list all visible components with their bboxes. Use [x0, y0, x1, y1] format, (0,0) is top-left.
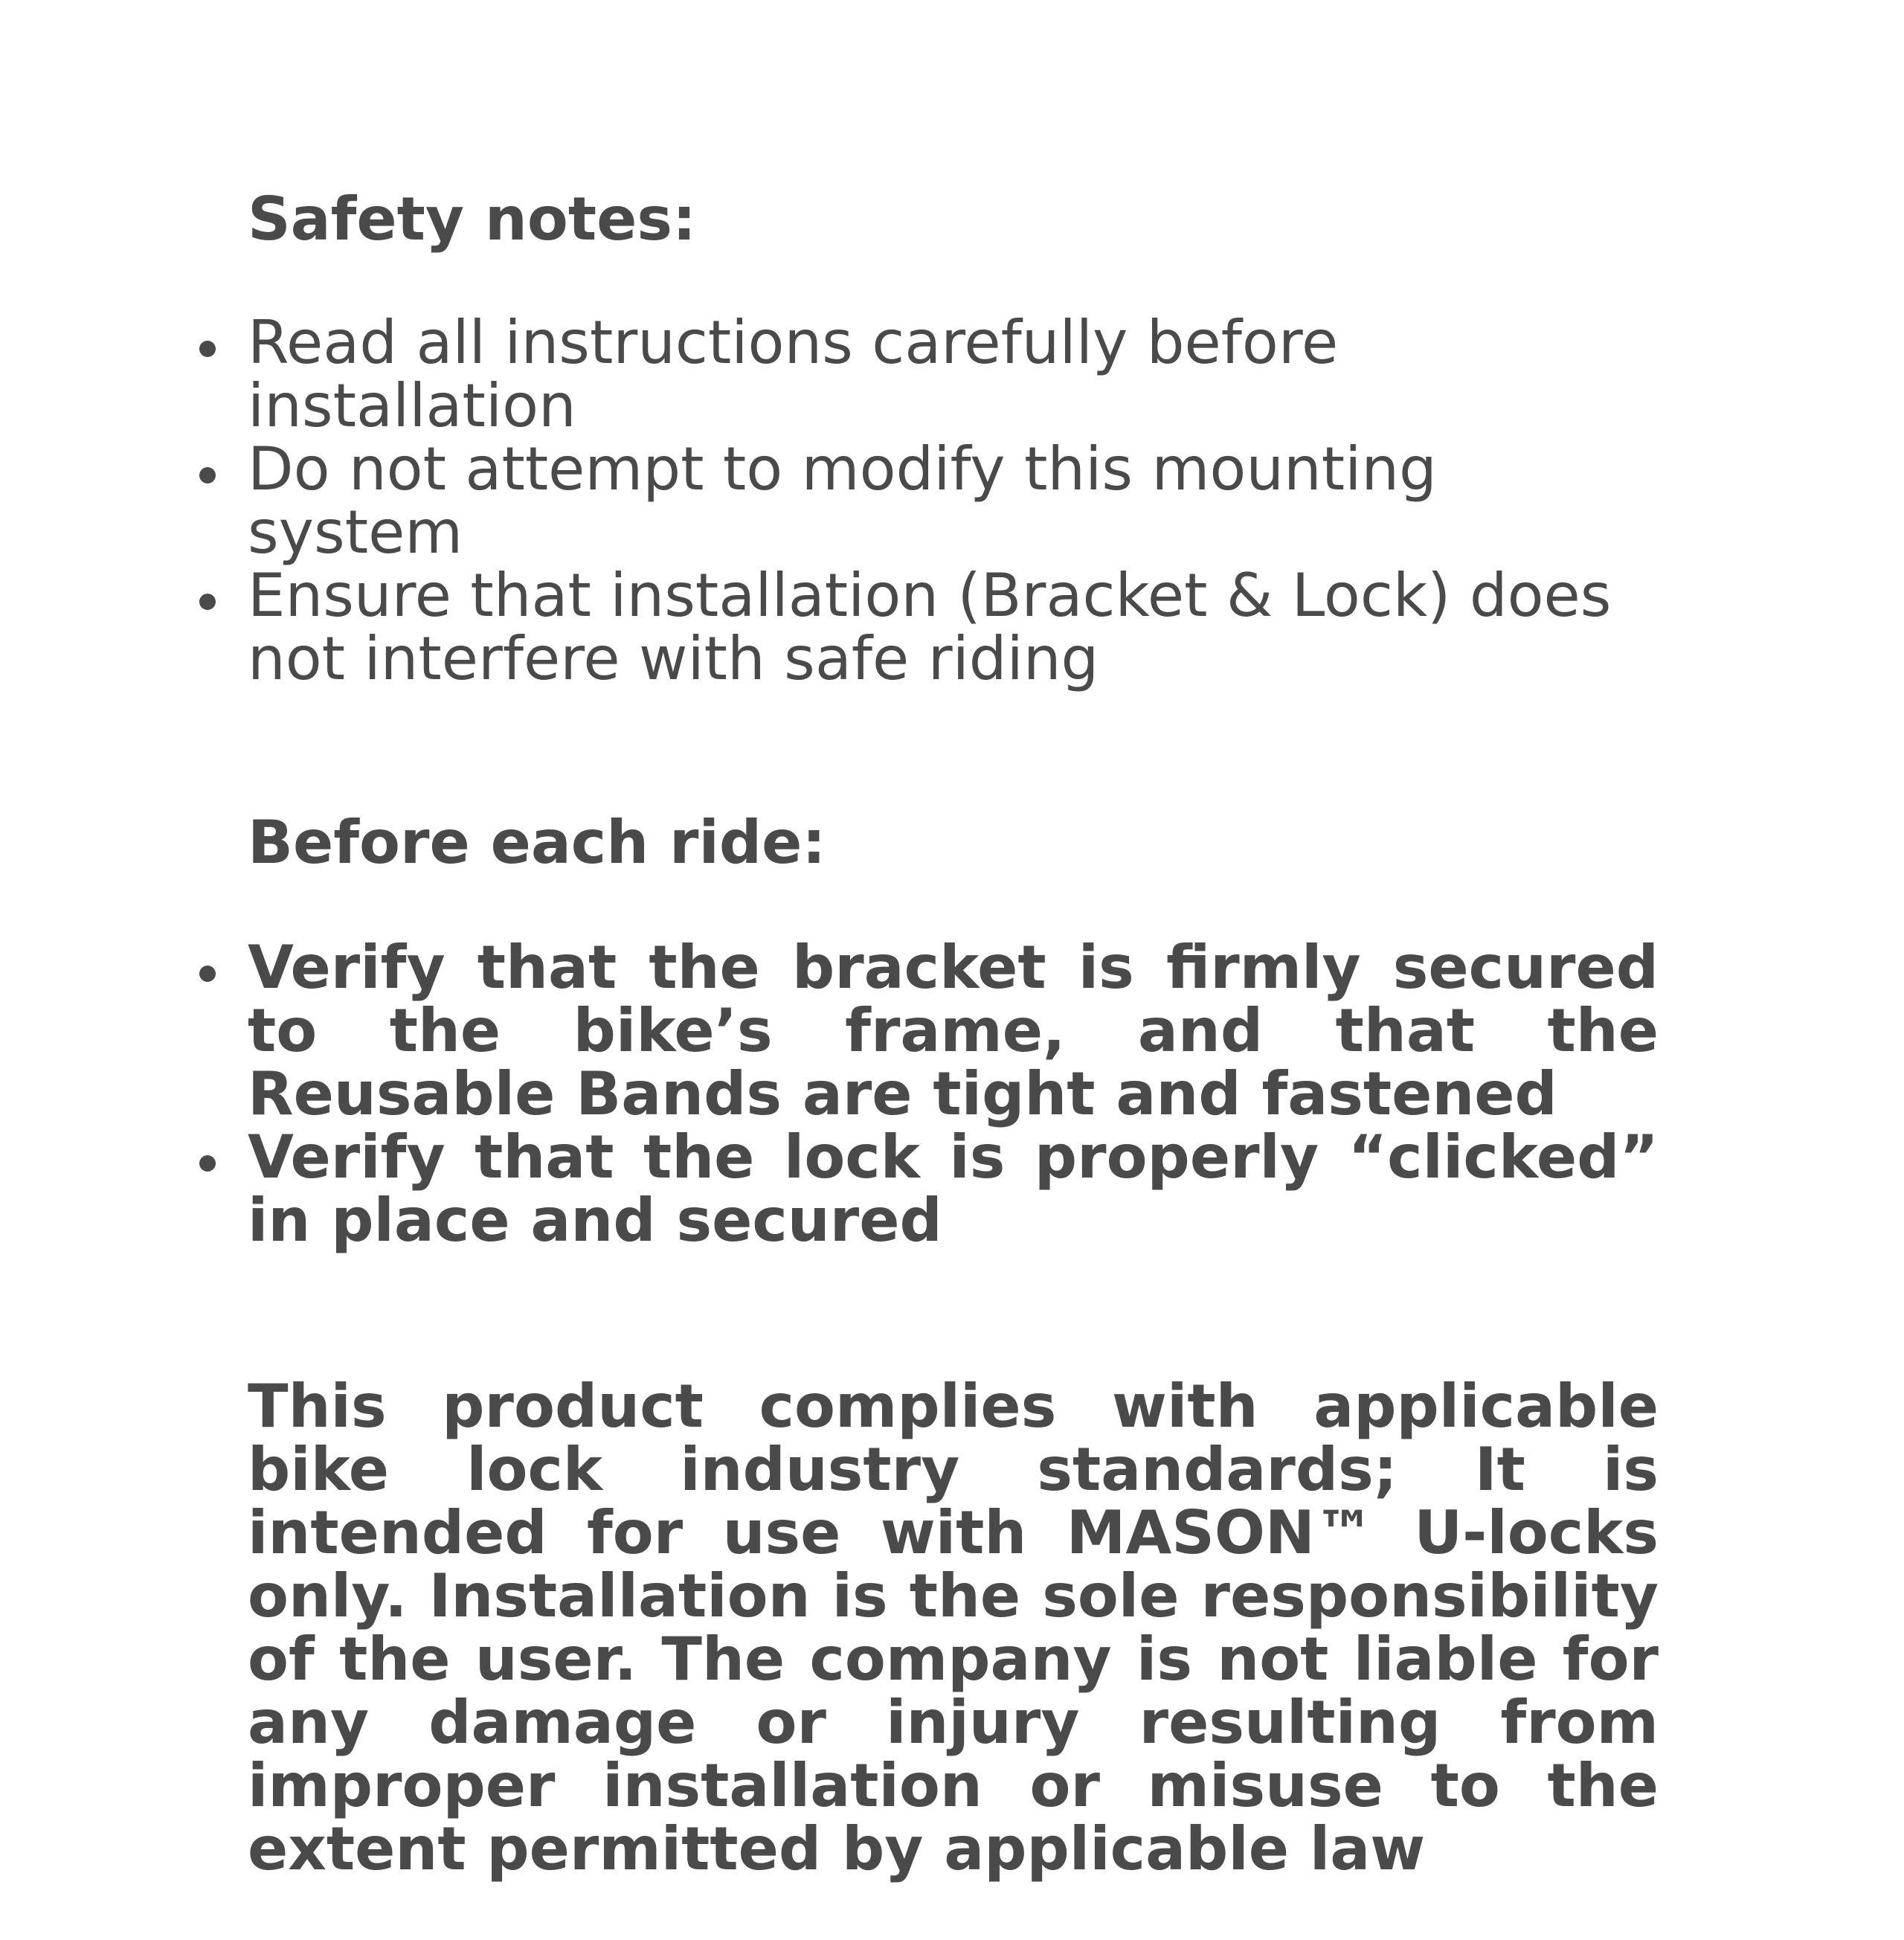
safety-notes-list: [248, 308, 1659, 693]
before-each-ride-heading: Before each ride:: [248, 808, 826, 877]
before-each-ride-list: [248, 933, 1659, 1255]
document-page: [248, 186, 1659, 1940]
bullet-icon: [199, 594, 216, 610]
list-item: [248, 1122, 1659, 1255]
list-item: [248, 308, 1659, 440]
bullet-icon: [199, 341, 216, 357]
list-item-text: Do not attempt to modify this mounting system: [248, 434, 1437, 567]
bullet-icon: [199, 467, 216, 484]
list-item: [248, 561, 1659, 693]
list-item-text: Verify that the bracket is firmly secured to the bike’s frame, and that the Reusable Bands are tight and fastened: [248, 933, 1659, 1128]
list-item-text: Read all instructions carefully before installation: [248, 308, 1339, 440]
list-item-text: Verify that the lock is properly “clicked” in place and secured: [248, 1122, 1659, 1255]
list-item: [248, 434, 1659, 567]
list-item-text: Ensure that installation (Bracket & Lock) does not interfere with safe riding: [248, 561, 1612, 693]
list-item: [248, 933, 1659, 1128]
bullet-icon: [199, 966, 216, 982]
safety-notes-heading: Safety notes:: [248, 184, 696, 254]
disclaimer-paragraph: This product complies with applicable bike lock industry standards; It is intended for use with MASON™ U-locks only. Installation is the sole responsibility of the user. The company is not liable for any damage or injury resulting from improper installation or misuse to the extent permitted by applicable law: [248, 1372, 1659, 1883]
bullet-icon: [199, 1155, 216, 1172]
